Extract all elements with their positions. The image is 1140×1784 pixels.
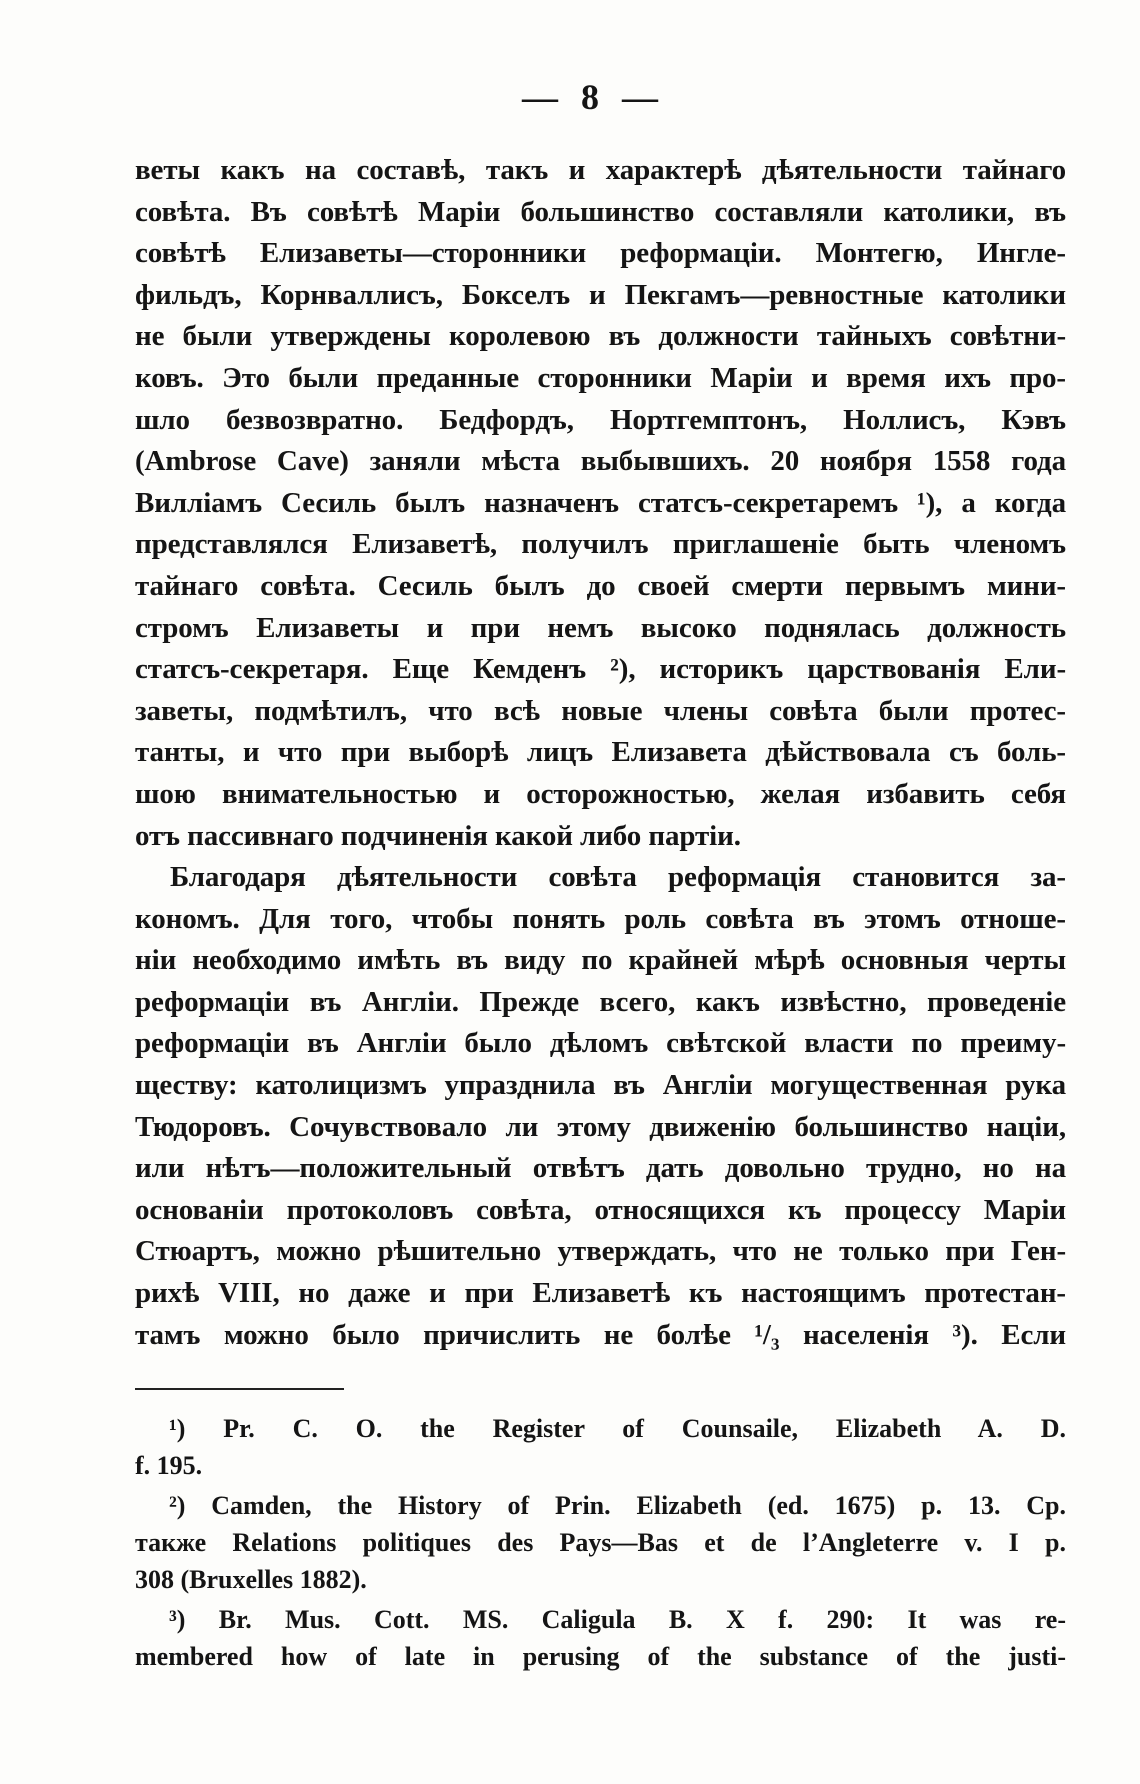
text-line: Стюартъ, можно рѣшительно утверждать, что не только при Ген- [135, 1235, 1066, 1268]
footnote-line: ²) Camden, the History of Prin. Elizabeth (ed. 1675) p. 13. Ср. [169, 1491, 1066, 1520]
text-line: веты какъ на составѣ, такъ и характерѣ дѣятельности тайнаго [135, 154, 1066, 186]
text-line: реформаціи въ Англіи было дѣломъ свѣтской власти по преиму- [135, 1027, 1066, 1060]
text-line: не были утверждены королевою въ должности тайныхъ совѣтни- [135, 320, 1066, 353]
main-text [135, 150, 1066, 1356]
text-line: кономъ. Для того, чтобы понять роль совѣта въ этомъ отноше- [135, 902, 1066, 935]
text-line: ковъ. Это были преданные сторонники Маріи и время ихъ про- [135, 361, 1066, 394]
paragraph [135, 857, 1066, 1356]
footnote-line: membered how of late in perusing of the substance of the justi- [135, 1642, 1066, 1671]
paragraph [135, 150, 1066, 857]
page-number: — 8 — [522, 77, 658, 117]
footnote-line: ¹) Pr. C. O. the Register of Counsaile, Elizabeth A. D. [169, 1414, 1066, 1443]
text-line: тамъ можно было причислить не болѣе ¹/₃ населенія ³). Если [135, 1318, 1066, 1351]
text-line: заветы, подмѣтилъ, что всѣ новые члены совѣта были протес- [135, 694, 1066, 727]
text-line: стромъ Елизаветы и при немъ высоко поднялась должность [135, 611, 1066, 644]
text-line: основаніи протоколовъ совѣта, относящихся къ процессу Маріи [135, 1193, 1066, 1226]
text-line: (Ambrose Cave) заняли мѣста выбывшихъ. 20 ноября 1558 года [135, 445, 1066, 478]
footnote-line: f. 195. [135, 1451, 203, 1480]
text-line: ніи необходимо имѣть въ виду по крайней мѣрѣ основныя черты [135, 944, 1066, 977]
footnote [135, 1601, 1066, 1675]
footnote-line: ³) Br. Mus. Cott. MS. Caligula B. X f. 290: It was re- [169, 1605, 1066, 1634]
footnotes [135, 1410, 1066, 1675]
text-line: отъ пассивнаго подчиненія какой либо партіи. [135, 819, 741, 852]
text-line: Благодаря дѣятельности совѣта реформація становится за- [170, 861, 1066, 894]
footnote-separator [135, 1388, 344, 1390]
text-line: рихѣ VIII, но даже и при Елизаветѣ къ настоящимъ протестан- [135, 1277, 1066, 1310]
text-line: тайнаго совѣта. Сесиль былъ до своей смерти первымъ мини- [135, 569, 1066, 602]
text-line: Вилліамъ Сесиль былъ назначенъ статсъ-секретаремъ ¹), а когда [135, 486, 1066, 519]
text-line: совѣта. Въ совѣтѣ Маріи большинство составляли католики, въ [135, 195, 1066, 228]
text-line: или нѣтъ—положительный отвѣтъ дать довольно трудно, но на [135, 1152, 1066, 1185]
footnote-line: также Relations politiques des Pays—Bas et de l’Angleterre v. I p. [135, 1528, 1066, 1557]
text-line: ществу: католицизмъ упразднила въ Англіи могущественная рука [135, 1069, 1066, 1102]
text-line: статсъ-секретаря. Еще Кемденъ ²), историкъ царствованія Ели- [135, 653, 1066, 686]
footnote [135, 1410, 1066, 1484]
text-line: совѣтѣ Елизаветы—сторонники реформаціи. Монтегю, Ингле- [135, 237, 1066, 270]
text-line: шло безвозвратно. Бедфордъ, Нортгемптонъ, Ноллисъ, Кэвъ [135, 403, 1066, 436]
footnote-line: 308 (Bruxelles 1882). [135, 1565, 367, 1594]
text-line: реформаціи въ Англіи. Прежде всего, какъ извѣстно, проведеніе [135, 985, 1066, 1018]
text-line: Тюдоровъ. Сочувствовало ли этому движенію большинство націи, [135, 1110, 1066, 1143]
footnote [135, 1487, 1066, 1598]
text-line: представлялся Елизаветѣ, получилъ приглашеніе быть членомъ [135, 528, 1066, 561]
text-line: танты, и что при выборѣ лицъ Елизавета дѣйствовала съ боль- [135, 736, 1066, 769]
text-line: шою внимательностью и осторожностью, желая избавить себя [135, 777, 1066, 810]
text-line: фильдъ, Корнваллисъ, Бокселъ и Пекгамъ—ревностные католики [135, 278, 1066, 311]
